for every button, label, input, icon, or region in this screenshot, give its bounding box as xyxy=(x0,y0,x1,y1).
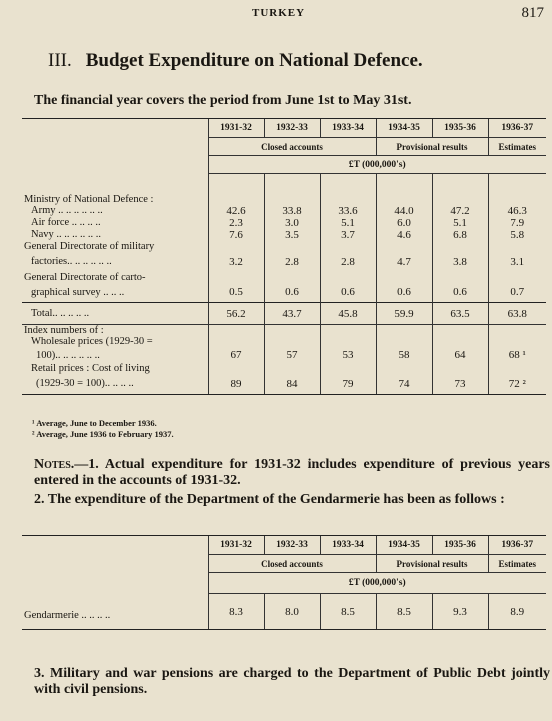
table-cell: 6.0 xyxy=(376,217,432,229)
note-1-text: Actual expenditure for 1931-32 includes expenditure of previous years entered in the accounts of 1931-32. xyxy=(34,457,550,488)
note-1 xyxy=(34,457,550,489)
table-cell: 0.6 xyxy=(432,283,488,303)
year-header: 1932-33 xyxy=(264,119,320,138)
group-header-closed: Closed accounts xyxy=(208,138,376,156)
table-cell: 9.3 xyxy=(432,594,488,630)
table-cell: 72 ² xyxy=(488,374,546,394)
table-cell: 0.6 xyxy=(376,283,432,303)
total-row xyxy=(22,303,546,325)
group-header-provisional: Provisional results xyxy=(376,555,488,573)
year-header: 1936-37 xyxy=(488,119,546,138)
section-title-text: Budget Expenditure on National Defence. xyxy=(85,50,423,71)
table-cell: 8.0 xyxy=(264,594,320,630)
table-cell: 3.8 xyxy=(432,252,488,272)
table-row xyxy=(22,229,546,241)
table-row xyxy=(22,283,546,303)
table-cell: 3.0 xyxy=(264,217,320,229)
note-2: 2. The expenditure of the Department of the Gendarmerie has been as follows : xyxy=(34,492,505,507)
table-cell: 84 xyxy=(264,374,320,394)
year-header: 1933-34 xyxy=(320,536,376,555)
table-corner xyxy=(22,119,208,174)
table-cell: 64 xyxy=(432,347,488,363)
table-corner xyxy=(22,536,208,594)
defence-expenditure-table xyxy=(22,118,546,395)
unit-header: £T (000,000's) xyxy=(208,573,546,594)
group-header-estimates: Estimates xyxy=(488,138,546,156)
table-row xyxy=(22,594,546,630)
table-cell: 8.5 xyxy=(320,594,376,630)
year-header: 1935-36 xyxy=(432,536,488,555)
group-header-closed: Closed accounts xyxy=(208,555,376,573)
table-cell: 8.3 xyxy=(208,594,264,630)
year-header: 1933-34 xyxy=(320,119,376,138)
year-header: 1936-37 xyxy=(488,536,546,555)
table-cell: 5.8 xyxy=(488,229,546,241)
table-cell: 59.9 xyxy=(376,303,432,325)
table-row xyxy=(22,374,546,394)
year-header: 1931-32 xyxy=(208,536,264,555)
row-label: Wholesale prices (1929-30 = xyxy=(31,336,153,347)
table-cell: 3.5 xyxy=(264,229,320,241)
row-label-continued: graphical survey .. .. .. xyxy=(31,286,125,298)
year-header: 1935-36 xyxy=(432,119,488,138)
table-row xyxy=(22,217,546,229)
table-cell: 8.5 xyxy=(376,594,432,630)
footnotes xyxy=(32,418,174,440)
table-cell: 44.0 xyxy=(376,205,432,217)
table-row xyxy=(22,347,546,363)
year-header: 1934-35 xyxy=(376,119,432,138)
section-title xyxy=(48,50,423,72)
year-header: 1931-32 xyxy=(208,119,264,138)
group-header-estimates: Estimates xyxy=(488,555,546,573)
notes-lead: Notes.—1. xyxy=(34,457,99,472)
unit-header: £T (000,000's) xyxy=(208,156,546,174)
table-cell: 67 xyxy=(208,347,264,363)
section-number: III. xyxy=(48,50,72,71)
table-cell: 53 xyxy=(320,347,376,363)
table-cell: 42.6 xyxy=(208,205,264,217)
row-label-continued: 100).. .. .. .. .. .. xyxy=(36,349,100,361)
row-label-continued: factories.. .. .. .. .. .. xyxy=(31,256,112,267)
table-cell: 2.8 xyxy=(264,252,320,272)
table-cell: 2.3 xyxy=(208,217,264,229)
gendarmerie-expenditure-table xyxy=(22,535,546,630)
table-cell: 63.5 xyxy=(432,303,488,325)
table-cell: 6.8 xyxy=(432,229,488,241)
table-cell: 73 xyxy=(432,374,488,394)
table-cell: 79 xyxy=(320,374,376,394)
table-cell: 68 ¹ xyxy=(488,347,546,363)
table-cell: 33.8 xyxy=(264,205,320,217)
table-cell: 7.9 xyxy=(488,217,546,229)
table-cell: 5.1 xyxy=(320,217,376,229)
row-label: Retail prices : Cost of living xyxy=(31,363,150,374)
table-cell: 3.1 xyxy=(488,252,546,272)
table-cell: 3.7 xyxy=(320,229,376,241)
row-label: General Directorate of carto- xyxy=(24,271,146,283)
row-label: Army .. .. .. .. .. .. xyxy=(31,205,103,216)
table-cell: 57 xyxy=(264,347,320,363)
table-cell: 63.8 xyxy=(488,303,546,325)
table-cell: 47.2 xyxy=(432,205,488,217)
row-label: Air force .. .. .. .. xyxy=(31,217,101,228)
table-row xyxy=(22,252,546,272)
financial-year-note: The financial year covers the period from June 1st to May 31st. xyxy=(34,93,412,108)
table-cell: 74 xyxy=(376,374,432,394)
row-label: Total.. .. .. .. .. xyxy=(22,303,208,325)
group-header-provisional: Provisional results xyxy=(376,138,488,156)
table-cell: 3.2 xyxy=(208,252,264,272)
table-cell: 8.9 xyxy=(488,594,546,630)
running-header-country: TURKEY xyxy=(252,7,306,19)
table-row xyxy=(22,205,546,217)
footnote: ¹ Average, June to December 1936. xyxy=(32,418,157,428)
page-number: 817 xyxy=(521,5,544,21)
row-group-title: Ministry of National Defence : xyxy=(24,193,154,205)
table-cell: 2.8 xyxy=(320,252,376,272)
table-cell: 89 xyxy=(208,374,264,394)
table-cell: 56.2 xyxy=(208,303,264,325)
table-cell: 0.6 xyxy=(264,283,320,303)
notes xyxy=(34,457,550,508)
row-label: General Directorate of military xyxy=(24,240,155,252)
table-cell: 58 xyxy=(376,347,432,363)
table-cell: 33.6 xyxy=(320,205,376,217)
year-header: 1934-35 xyxy=(376,536,432,555)
row-label: Gendarmerie .. .. .. .. xyxy=(22,594,208,630)
note-3: 3. Military and war pensions are charged to the Department of Public Debt jointly with civil pensions. xyxy=(34,666,550,697)
table-cell: 5.1 xyxy=(432,217,488,229)
row-label-continued: (1929-30 = 100).. .. .. .. xyxy=(22,374,208,394)
table-cell: 45.8 xyxy=(320,303,376,325)
footnote: ² Average, June 1936 to February 1937. xyxy=(32,429,174,439)
table-cell: 4.7 xyxy=(376,252,432,272)
table-cell: 46.3 xyxy=(488,205,546,217)
year-header: 1932-33 xyxy=(264,536,320,555)
row-label: Navy .. .. .. .. .. .. xyxy=(31,229,101,240)
table-cell: 0.6 xyxy=(320,283,376,303)
table-cell: 43.7 xyxy=(264,303,320,325)
table-cell: 0.5 xyxy=(208,283,264,303)
table-cell: 0.7 xyxy=(488,283,546,303)
row-group-title: Index numbers of : xyxy=(24,325,104,336)
table-cell: 4.6 xyxy=(376,229,432,241)
table-cell: 7.6 xyxy=(208,229,264,241)
